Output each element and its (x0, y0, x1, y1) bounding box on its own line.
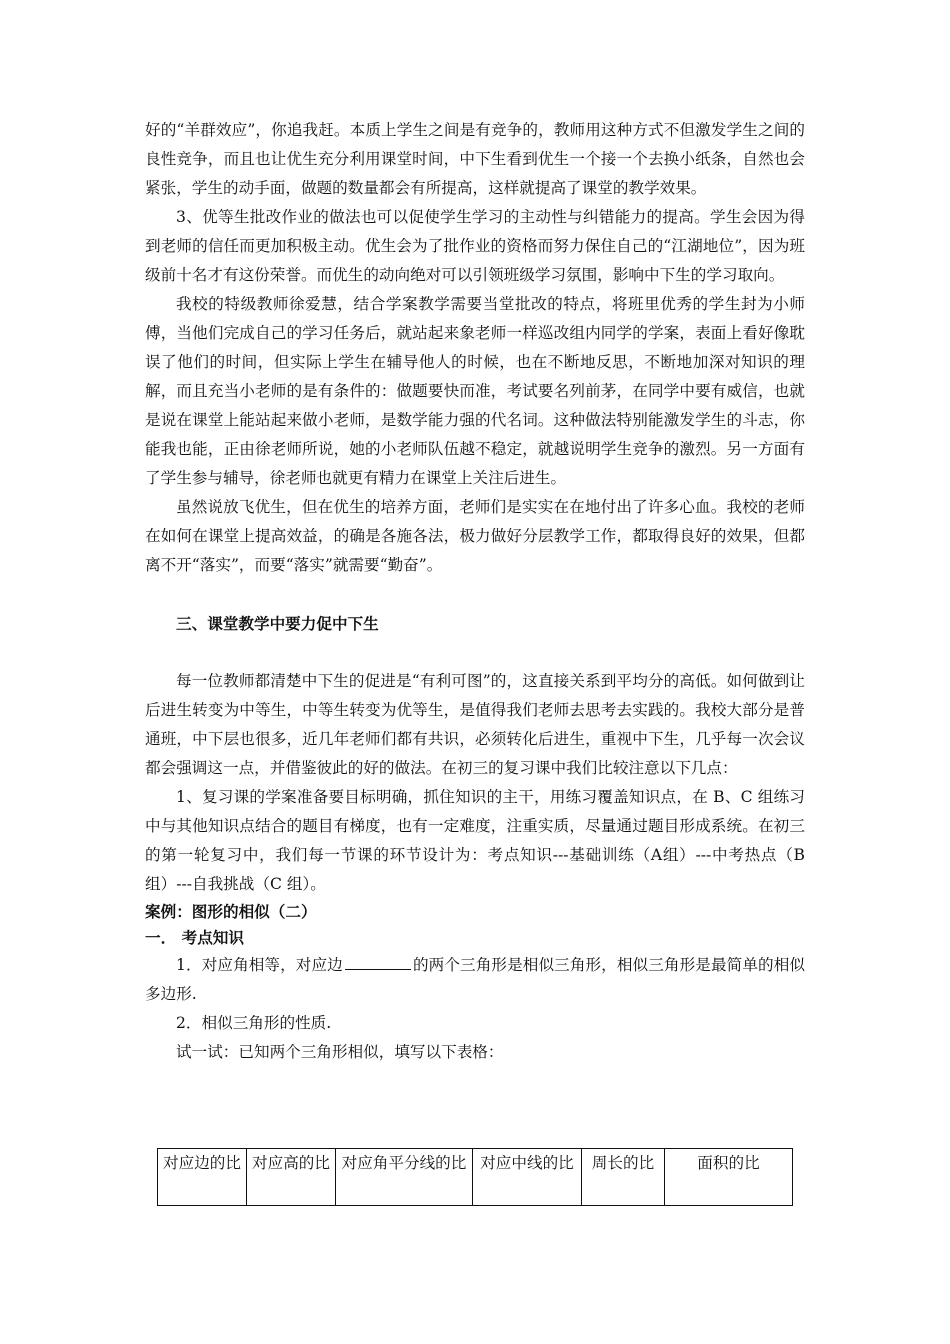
document-body (145, 116, 805, 1067)
table-header-cell: 对应中线的比 (473, 1149, 582, 1206)
section-heading: 三、课堂教学中要力促中下生 (176, 614, 379, 633)
paragraph: 3、优等生批改作业的做法也可以促使学生学习的主动性与纠错能力的提高。学生会因为得到老师的信任而更加积极主动。优生会为了批作业的资格而努力保住自己的“江湖地位”，因为班级前十名才有这份荣誉。而优生的动向绝对可以引领班级学习氛围，影响中下生的学习取向。 (145, 208, 805, 284)
paragraph: 每一位教师都清楚中下生的促进是“有利可图”的，这直接关系到平均分的高低。如何做到让后进生转变为中等生，中等生转变为优等生，是值得我们老师去思考去实践的。我校大部分是普通班，中下层也很多，近几年老师们都有共识，必须转化后进生，重视中下生，几乎每一次会议都会强调这一点，并借鉴彼此的好的做法。在初三的复习课中我们比较注意以下几点： (145, 672, 805, 777)
spacer (145, 580, 805, 609)
table-row (158, 1149, 793, 1206)
item1-text-after: 的两个三角形是相似三角形，相似三角形是最简单的相似多边形. (145, 956, 805, 1003)
paragraph: 我校的特级教师徐爱慧，结合学案教学需要当堂批改的特点，将班里优秀的学生封为小师傅，当他们完成自己的学习任务后，就站起来象老师一样巡改组内同学的学案，表面上看好像耽误了他们的时间，但实际上学生在辅导他人的时候，也在不断地反思，不断地加深对知识的理解，而且充当小老师的是有条件的：做题要快而准，考试要名列前茅，在同学中要有威信，也就是说在课堂上能站起来做小老师，是数学能力强的代名词。这种做法特别能激发学生的斗志，你能我也能，正由徐老师所说，她的小老师队伍越不稳定，就越说明学生竞争的激烈。另一方面有了学生参与辅导，徐老师也就更有精力在课堂上关注后进生。 (145, 295, 805, 487)
ratio-table (157, 1148, 793, 1206)
fill-blank (345, 954, 411, 970)
question-item-1 (145, 951, 805, 1009)
table-header-cell: 面积的比 (665, 1149, 793, 1206)
spacer (145, 638, 805, 667)
paragraph: 1、复习课的学案准备要目标明确，抓住知识的主干，用练习覆盖知识点，在 B、C 组练习中与其他知识点结合的题目有梯度，也有一定难度，注重实质，尽量通过题目形成系统。在初三的第一轮复习中，我们每一节课的环节设计为：考点知识---基础训练（A组）---中考热点（B 组）---自我挑战（C 组）。 (145, 788, 805, 893)
table-header-cell: 对应角平分线的比 (336, 1149, 473, 1206)
paragraph: 好的“羊群效应”，你追我赶。本质上学生之间是有竞争的，教师用这种方式不但激发学生之间的良性竞争，而且也让优生充分利用课堂时间，中下生看到优生一个接一个去换小纸条，自然也会紧张，学生的动手面，做题的数量都会有所提高，这样就提高了课堂的教学效果。 (145, 121, 805, 197)
question-item-2: 2．相似三角形的性质. (176, 1014, 332, 1032)
paragraph: 虽然说放飞优生，但在优生的培养方面，老师们是实实在在地付出了许多心血。我校的老师在如何在课堂上提高效益，的确是各施各法，极力做好分层教学工作，都取得良好的效果，但都离不开“落实”，而要“落实”就需要“勤奋”。 (145, 498, 805, 574)
try-it-prompt: 试一试：已知两个三角形相似，填写以下表格： (176, 1043, 504, 1061)
case-title: 案例：图形的相似（二） (145, 902, 317, 921)
subsection-title: 一． 考点知识 (145, 928, 244, 947)
table-header-cell: 对应边的比 (158, 1149, 247, 1206)
table-header-cell: 周长的比 (582, 1149, 665, 1206)
table-header-cell: 对应高的比 (247, 1149, 336, 1206)
item1-text-before: 1．对应角相等，对应边 (176, 956, 343, 974)
